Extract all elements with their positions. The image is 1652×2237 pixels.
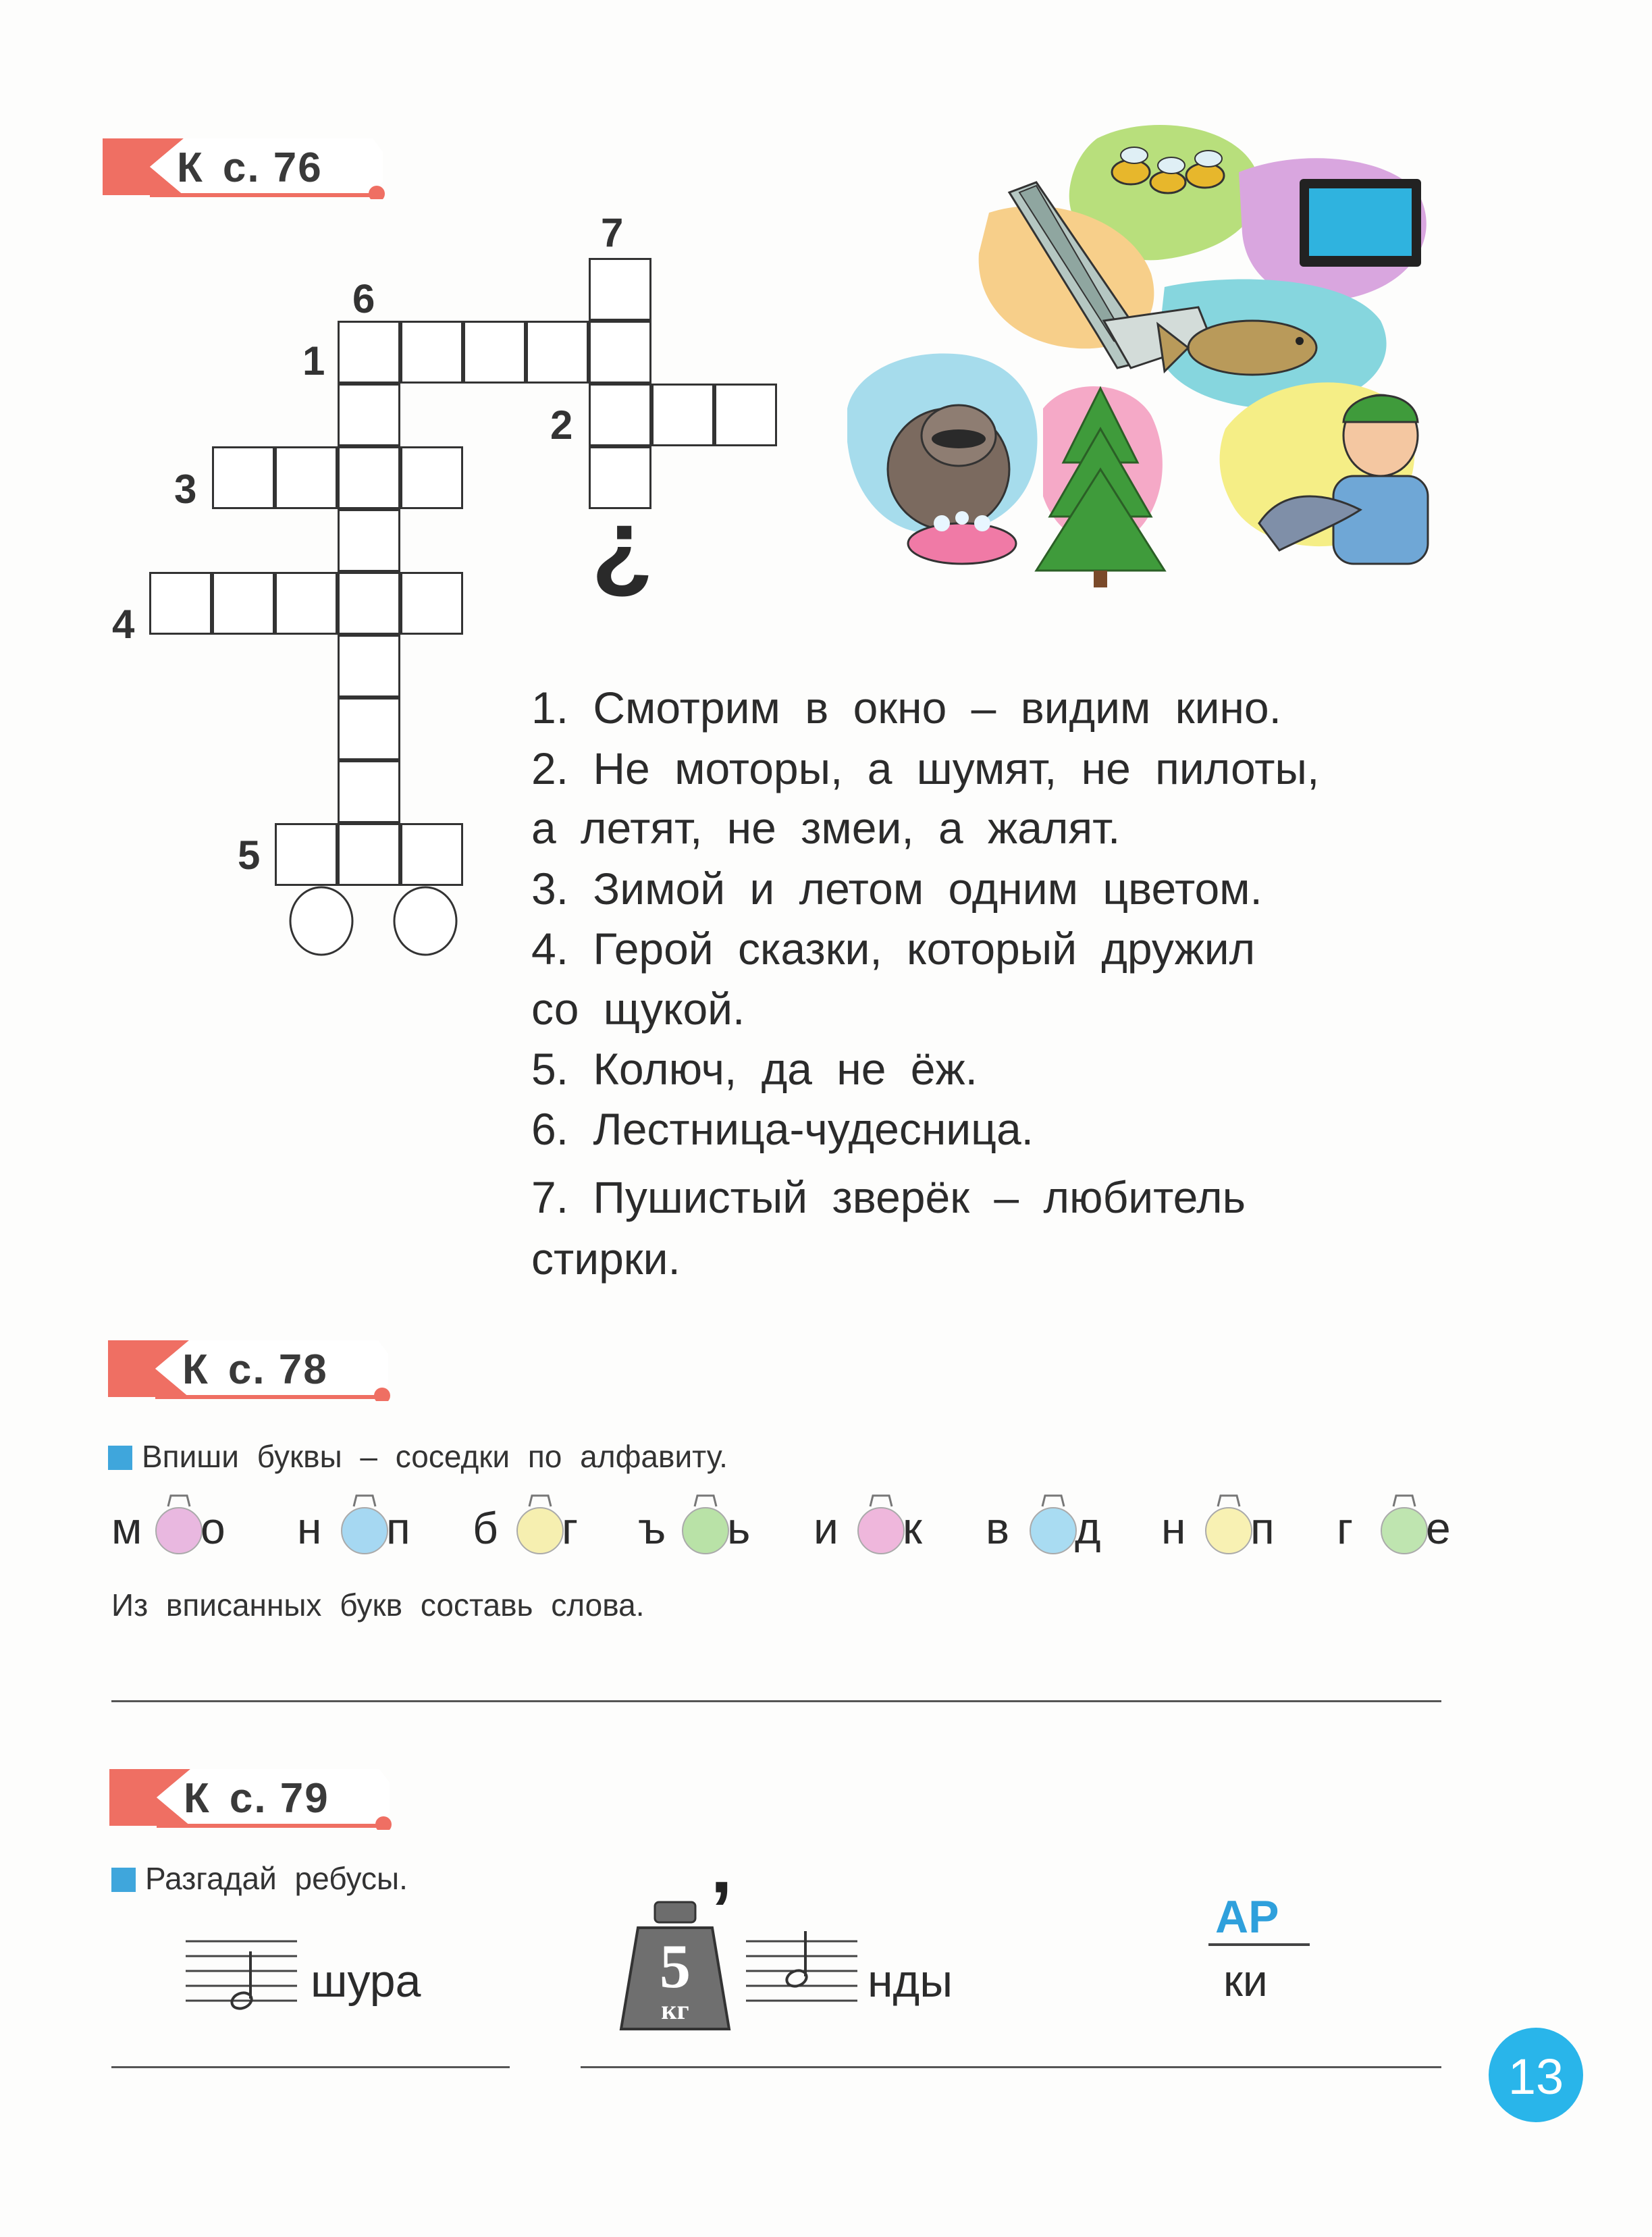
section-tag-p78 [108,1340,398,1397]
tag-page: с. 79 [229,1775,329,1822]
clue-line: 7. Пушистый зверёк – любитель [531,1172,1246,1222]
pair-right-letter: ь [727,1503,751,1553]
letter-bubble[interactable] [680,1492,731,1559]
rebus3-bottom: ки [1223,1955,1268,2005]
pair-left-letter: г [1337,1503,1354,1553]
pair-left-letter: б [473,1503,498,1553]
music-staff-note-icon [743,1928,864,2016]
alphabet-instruction-text: Впиши буквы – соседки по алфавиту. [142,1439,728,1474]
question-mark: ¿ [591,488,654,601]
pair-right-letter: п [1250,1503,1275,1553]
task-marker-icon [111,1868,136,1892]
cw-number-1: 1 [302,338,325,384]
pair-left-letter: н [297,1503,322,1553]
pair-left-letter: и [814,1503,838,1553]
cw-number-4: 4 [112,602,135,647]
cw-number-3: 3 [174,467,197,512]
cw-cell[interactable] [589,321,651,384]
cw-cell[interactable] [212,572,275,635]
tv-icon [1300,179,1421,267]
clue-line: 5. Колюч, да не ёж. [531,1044,978,1094]
rebus2-text: нды [868,1955,953,2007]
riddle-illustrations [847,118,1475,631]
compose-instruction: Из вписанных букв составь слова. [111,1587,645,1623]
clue-line: а летят, не змеи, а жалят. [531,803,1121,853]
cw-cell[interactable] [338,572,400,635]
cw-cell[interactable] [589,384,651,446]
alphabet-instruction [108,1438,728,1475]
section-tag-p79 [109,1769,400,1826]
cw-cell[interactable] [714,384,777,446]
weight-number: 5 [660,1932,691,2001]
rebus-instruction-text: Разгадай ребусы. [145,1861,408,1896]
answer-line[interactable] [111,1700,1441,1702]
rebus1-answer-line[interactable] [111,2066,510,2068]
letter-bubble[interactable] [1379,1492,1430,1559]
cw-cell[interactable] [338,509,400,572]
tag-k: К [177,144,204,191]
cw-cell[interactable] [275,446,338,509]
rebus2-answer-line[interactable] [581,2066,1441,2068]
letter-bubble[interactable] [1203,1492,1254,1559]
rebus3-top: АР [1215,1891,1279,1943]
cw-number-5: 5 [238,833,261,878]
pair-right-letter: к [903,1503,922,1553]
cw-cell[interactable] [338,635,400,698]
cw-cell[interactable] [338,321,400,384]
pair-left-letter: н [1161,1503,1186,1553]
tag-k: К [184,1775,211,1822]
rebus-instruction [111,1860,408,1897]
tag-page: с. 76 [222,144,323,191]
cw-cell[interactable] [651,384,714,446]
cw-cell[interactable] [338,760,400,823]
pair-right-letter: п [386,1503,410,1553]
rebus3-fraction-bar [1208,1943,1310,1946]
letter-bubble[interactable] [514,1492,566,1559]
task-marker-icon [108,1446,132,1470]
cart-wheels [284,885,473,966]
clue-line: стирки. [531,1234,681,1284]
cw-cell[interactable] [400,823,463,886]
pair-left-letter: м [111,1503,142,1553]
letter-bubble[interactable] [1028,1492,1079,1559]
letter-bubble[interactable] [339,1492,390,1559]
pair-right-letter: д [1075,1503,1101,1553]
pair-right-letter: е [1426,1503,1451,1553]
cw-cell[interactable] [338,384,400,446]
cw-cell[interactable] [212,446,275,509]
music-staff-note-icon [182,1928,304,2016]
page-number: 13 [1508,2049,1564,2105]
section-tag-p76 [103,138,393,195]
pair-left-letter: в [986,1503,1010,1553]
cw-cell[interactable] [400,321,463,384]
cw-number-2: 2 [550,402,573,448]
pair-left-letter: ъ [638,1503,666,1553]
cw-cell[interactable] [589,258,651,321]
letter-bubble[interactable] [855,1492,907,1559]
clue-line: 2. Не моторы, а шумят, не пилоты, [531,743,1320,793]
clue-line: 1. Смотрим в окно – видим кино. [531,683,1281,733]
clue-line: со щукой. [531,984,745,1034]
tag-k: К [182,1346,209,1393]
weight-unit: кг [661,1995,689,2025]
cw-number-7: 7 [601,210,624,255]
cw-cell[interactable] [338,823,400,886]
cw-cell[interactable] [275,572,338,635]
cw-number-6: 6 [352,276,375,321]
cw-cell[interactable] [149,572,212,635]
clue-line: 4. Герой сказки, который дружил [531,924,1256,974]
clue-line: 3. Зимой и летом одним цветом. [531,864,1262,914]
cw-cell[interactable] [338,446,400,509]
cw-cell[interactable] [400,572,463,635]
rebus1-text: шура [311,1955,421,2007]
cw-cell[interactable] [463,321,526,384]
pair-right-letter: г [562,1503,579,1553]
clue-line: 6. Лестница-чудесница. [531,1104,1034,1154]
cw-cell[interactable] [338,698,400,760]
cw-cell[interactable] [400,446,463,509]
tag-page: с. 78 [228,1346,328,1393]
rebus2-apostrophe: ’ [710,1865,733,1955]
cw-cell[interactable] [275,823,338,886]
letter-bubble[interactable] [153,1492,205,1559]
pair-right-letter: о [201,1503,225,1553]
page-number-badge [1489,2028,1583,2122]
cw-cell[interactable] [526,321,589,384]
